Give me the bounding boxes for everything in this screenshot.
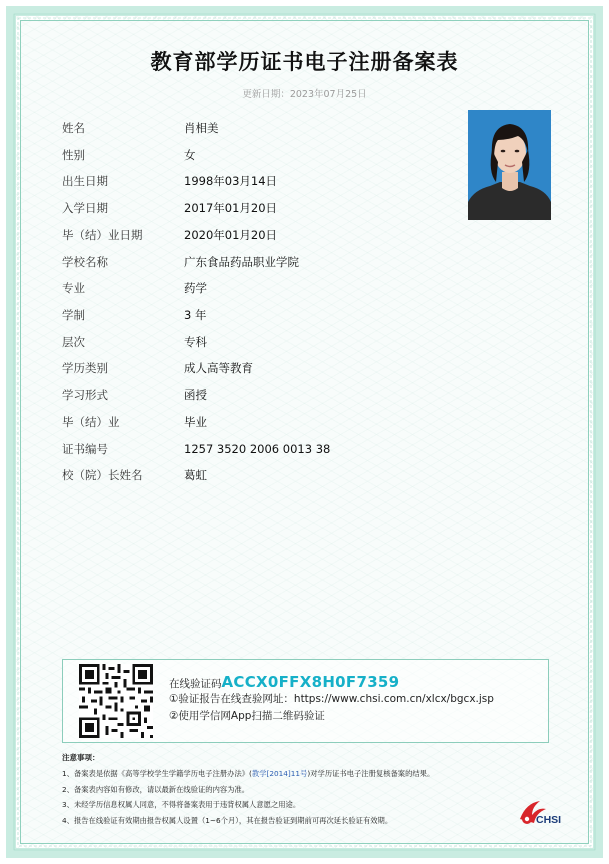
field-label: 入学日期 xyxy=(62,201,108,215)
updated-date xyxy=(0,86,609,100)
verification-code-label: 在线验证码 xyxy=(169,678,222,690)
field-label: 毕（结）业 xyxy=(62,415,120,429)
note-item: 2、备案表内容如有修改，请以最新在线验证的内容为准。 xyxy=(62,784,250,794)
field-value: 肖相美 xyxy=(184,121,219,135)
note-item: 3、未经学历信息权属人同意，不得将备案表用于违背权属人意愿之用途。 xyxy=(62,800,301,809)
field-value: 2017年01月20日 xyxy=(184,201,278,215)
verification-code-line xyxy=(169,674,494,691)
notes-section xyxy=(62,752,532,828)
field-label: 学历类别 xyxy=(62,361,108,375)
note-1-link[interactable]: 教学[2014]11号 xyxy=(251,769,308,778)
field-label: 性别 xyxy=(62,148,85,162)
note-1-suffix: )对学历证书电子注册复核备案的结果。 xyxy=(307,769,435,778)
verification-code: ACCX0FFX8H0F7359 xyxy=(221,673,400,691)
field-label: 学习形式 xyxy=(62,388,108,402)
field-label: 专业 xyxy=(62,281,85,295)
field-value: 女 xyxy=(184,148,196,162)
updated-value: 2023年07月25日 xyxy=(289,89,367,100)
field-value: 广东食品药品职业学院 xyxy=(184,255,299,269)
field-label: 出生日期 xyxy=(62,174,108,188)
field-row xyxy=(62,439,452,459)
verification-text xyxy=(169,674,494,725)
document-title: 教育部学历证书电子注册备案表 xyxy=(150,50,459,74)
field-label: 校（院）长姓名 xyxy=(62,468,143,482)
qr-code[interactable] xyxy=(79,664,153,738)
field-value: 2020年01月20日 xyxy=(184,228,278,242)
field-label: 学校名称 xyxy=(62,255,108,269)
field-row xyxy=(62,171,452,191)
verification-app-line: ②使用学信网App扫描二维码验证 xyxy=(169,710,325,722)
field-label: 证书编号 xyxy=(62,442,108,456)
field-row xyxy=(62,412,452,432)
field-row xyxy=(62,198,452,218)
field-row xyxy=(62,278,452,298)
chsi-logo-text: CHSI xyxy=(536,814,562,826)
field-row xyxy=(62,305,452,325)
notes-title: 注意事项： xyxy=(62,753,100,762)
field-value: 成人高等教育 xyxy=(184,361,253,375)
note-1-prefix: 1、备案表是依据《高等学校学生学籍学历电子注册办法》( xyxy=(62,769,252,778)
field-row xyxy=(62,145,452,165)
field-label: 毕（结）业日期 xyxy=(62,228,143,242)
field-value: 1998年03月14日 xyxy=(184,174,278,188)
field-row xyxy=(62,358,452,378)
field-label: 姓名 xyxy=(62,121,85,135)
field-row xyxy=(62,225,452,245)
field-row xyxy=(62,332,452,352)
verification-url-line[interactable]: ①验证报告在线查验网址：https://www.chsi.com.cn/xlcx/bgcx.jsp xyxy=(169,693,494,705)
field-label: 学制 xyxy=(62,308,85,322)
field-row xyxy=(62,252,452,272)
field-value: 药学 xyxy=(184,281,207,295)
field-value: 专科 xyxy=(184,335,207,349)
id-photo xyxy=(468,110,551,220)
field-row xyxy=(62,465,452,485)
field-value: 毕业 xyxy=(184,415,207,429)
field-value: 函授 xyxy=(184,388,207,402)
note-item xyxy=(62,766,532,782)
verification-panel xyxy=(62,659,549,743)
field-value: 3 年 xyxy=(184,308,207,322)
field-row xyxy=(62,385,452,405)
field-value: 葛虹 xyxy=(184,468,207,482)
updated-label: 更新日期： xyxy=(242,89,290,100)
note-item: 4、报告在线验证有效期由报告权属人设置（1~6个月），其在报告验证到期前可再次延长验证有效期。 xyxy=(62,815,393,825)
field-row xyxy=(62,118,452,138)
field-value: 1257 3520 2006 0013 38 xyxy=(184,442,331,456)
field-label: 层次 xyxy=(62,335,85,349)
